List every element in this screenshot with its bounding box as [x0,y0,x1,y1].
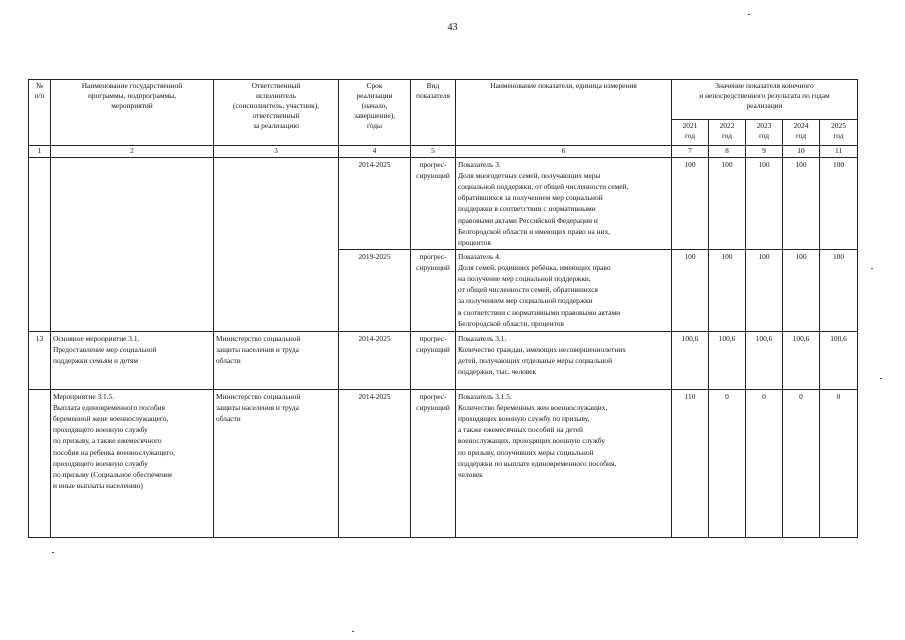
row-value-2021: 110 [672,390,709,538]
row-executor-cell [214,158,339,332]
header-values-group: Значение показателя конечного и непосредственного результата по годам реализации [672,80,858,120]
scan-speck [748,14,750,15]
header-year-2023: 2023 год [746,120,783,146]
header-executor: Ответственный исполнитель (соисполнитель, участник), ответственный за реализацию [214,80,339,146]
row-type-cell: прогрес- сирующий [411,158,456,250]
header-row [29,80,858,120]
row-indicator-cell: Показатель 3. Доля многодетных семей, получающих меры социальной поддержки, от общей численности семей, обратившихся за получением мер социальной поддержки в соответствии с нормативными правовыми актами Российской Федерации и Белгородской области и имеющих право на них, процентов [456,158,672,250]
row-value-2025: 100 [820,250,858,332]
column-number: 3 [214,146,339,158]
row-value-2021: 100 [672,158,709,250]
row-value-2021: 100 [672,250,709,332]
column-number: 8 [709,146,746,158]
header-num: № п/п [29,80,51,146]
row-executor-cell: Министерство социальной защиты населения и труда области [214,332,339,390]
table-row [29,332,858,390]
column-number: 10 [783,146,820,158]
row-indicator-cell: Показатель 4. Доля семей, родивших ребёнка, имеющих право на получение мер социальной поддержки, от общей численности семей, обратившихся за получением мер социальной поддержки в соответствии с нормативными правовыми актами Белгородской области, процентов [456,250,672,332]
row-value-2024: 100 [783,250,820,332]
row-value-2022: 0 [709,390,746,538]
row-value-2022: 100,6 [709,332,746,390]
row-executor-cell: Министерство социальной защиты населения и труда области [214,390,339,538]
column-number: 6 [456,146,672,158]
row-num-cell [29,390,51,538]
row-value-2022: 100 [709,158,746,250]
header-year-2022: 2022 год [709,120,746,146]
row-value-2023: 100 [746,250,783,332]
header-year-2021: 2021 год [672,120,709,146]
table-row [29,158,858,250]
scan-speck [52,552,54,553]
column-number: 5 [411,146,456,158]
header-year-2025: 2025 год [820,120,858,146]
column-number: 11 [820,146,858,158]
row-value-2023: 100,6 [746,332,783,390]
row-value-2025: 100,6 [820,332,858,390]
row-value-2024: 100,6 [783,332,820,390]
row-term-cell: 2014-2025 [339,390,411,538]
row-value-2025: 100 [820,158,858,250]
indicators-table [28,79,858,538]
header-indicator: Наименование показателя, единица измерения [456,80,672,146]
row-value-2023: 0 [746,390,783,538]
row-value-2024: 0 [783,390,820,538]
table-row [29,390,858,538]
row-name-cell: Мероприятие 3.1.5. Выплата единовременного пособия беременной жене военнослужащего, проходящего военную службу по призыву, а также ежемесячного пособия на ребенка военнослужащего, проходящего военную службу по призыву (Социальное обеспечение и иные выплаты населению) [51,390,214,538]
row-value-2023: 100 [746,158,783,250]
scan-speck [871,268,873,269]
row-type-cell: прогрес- сирующий [411,332,456,390]
row-name-cell [51,158,214,332]
row-name-cell: Основное мероприятие 3.1. Предоставление мер социальной поддержки семьям и детям [51,332,214,390]
row-num-cell [29,158,51,332]
row-type-cell: прогрес- сирующий [411,390,456,538]
scan-speck [352,631,354,632]
row-type-cell: прогрес- сирующий [411,250,456,332]
row-indicator-cell: Показатель 3.1.5. Количество беременных жен военнослужащих, проходящих военную службу по призыву, а также ежемесячных пособий на детей военослужащих, проходящих военную службу по призыву, получивших меры социальной поддержки по выплате единовременного пособия, человек [456,390,672,538]
column-number: 2 [51,146,214,158]
column-number: 1 [29,146,51,158]
row-num-cell: 13 [29,332,51,390]
row-value-2021: 100,6 [672,332,709,390]
header-name: Наименование государственной программы, подпрограммы, мероприятий [51,80,214,146]
column-number: 7 [672,146,709,158]
row-value-2024: 100 [783,158,820,250]
header-year-2024: 2024 год [783,120,820,146]
row-value-2025: 0 [820,390,858,538]
row-term-cell: 2019-2025 [339,250,411,332]
row-value-2022: 100 [709,250,746,332]
row-term-cell: 2014-2025 [339,332,411,390]
header-term: Срок реализации (начало, завершение), годы [339,80,411,146]
page-number: 43 [447,22,458,33]
row-term-cell: 2014-2025 [339,158,411,250]
header-type: Вид показателя [411,80,456,146]
column-number: 4 [339,146,411,158]
scan-speck [880,378,882,379]
column-numbers-row [29,146,858,158]
row-indicator-cell: Показатель 3.1. Количество граждан, имеющих несовершеннолетних детей, получающих отдельные меры социальной поддержки, тыс. человек [456,332,672,390]
column-number: 9 [746,146,783,158]
